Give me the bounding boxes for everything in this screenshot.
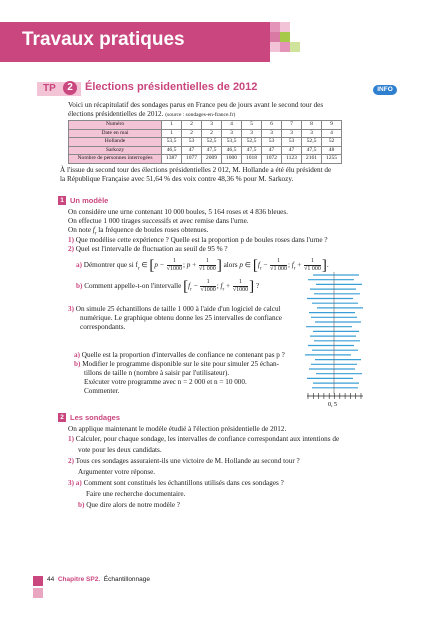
table-row [69,129,342,138]
table-cell: 1 [162,129,182,138]
table-cell: 53,5 [222,138,242,147]
s2-q3b [78,501,180,510]
table-cell: 3 [222,129,242,138]
table-cell: 52,5 [302,138,322,147]
table-cell: 5 [242,121,262,130]
s1-q2 [68,245,228,254]
table-cell: 1255 [322,155,342,164]
table-cell: 47 [282,146,302,155]
s1-q3a [74,351,285,360]
s1-q2-text: Quel est l'intervalle de fluctuation au seuil de 95 % ? [75,245,228,253]
s2-q3a [68,479,284,488]
row-header: Date en mai [69,129,162,138]
table-cell: 53,5 [162,138,182,147]
s1-q2a-num: a) [76,261,82,270]
table-cell: 3 [242,129,262,138]
s1-q3-l1 [68,305,281,314]
section-1-number: 1 [58,196,66,205]
s1-q2a: a) Démontrer que si $f_r$ ∈ [p − $\frac{1}{√1000}$ ; p + $\frac{1}{√1 000}$ ] alors p ∈ [$f_r$ − $\frac{1}{√1 000}$ ; $f_r$ + $\frac{1}{√1 000}$ ]. [76,257,329,274]
s2-q3-num: 3) [68,479,74,487]
table-cell: 1123 [282,155,302,164]
chapter-title: Échantillonnage [103,576,151,583]
chapter-label: Chapitre SP2. [57,576,101,583]
tp-label: TP [43,83,56,94]
s1-q2b-num: b) [76,282,83,291]
s1-q3b-num: b) [74,360,81,368]
table-cell: 2 [202,129,222,138]
table-cell: 1077 [182,155,202,164]
row-header: Nombre de personnes interrogées [69,155,162,164]
s1-q3-l1-text: On simule 25 échantillons de taille 1 000 à l'aide d'un logiciel de calcul [75,305,281,313]
table-cell: 1 [162,121,182,130]
table-cell: 52 [322,138,342,147]
s2-q3a-l2: Faire une recherche documentaire. [86,490,186,498]
table-cell: 6 [262,121,282,130]
table-cell: 46,5 [222,146,242,155]
table-cell: 47,5 [242,146,262,155]
table-cell: 9 [322,121,342,130]
footer-accent-box [33,576,43,586]
s1-q3-num: 3) [68,305,74,313]
s2-q3a-num: a) [75,479,82,487]
table-cell: 4 [222,121,242,130]
table-cell: 52,5 [202,138,222,147]
page-footer [47,576,150,583]
section-2-number: 2 [58,413,66,422]
s2-q2-num: 2) [68,457,74,465]
table-cell: 7 [282,121,302,130]
s2-q3b-num: b) [78,501,85,509]
s1-q1-text: Que modélise cette expérience ? Quelle est la proportion p de boules roses dans l'urne ? [75,236,328,244]
s1-p2: On effectue 1 000 tirages successifs et avec remise dans l'urne. [68,217,249,225]
s1-q3a-text: Quelle est la proportion d'intervalles de confiance ne contenant pas p ? [81,351,285,359]
table-cell: 1000 [222,155,242,164]
s1-q3b-l1-text: Modifier le programme disponible sur le site pour simuler 25 échan- [82,360,280,368]
table-cell: 53 [262,138,282,147]
table-cell: 53 [182,138,202,147]
s1-p3-a: On note [68,226,93,234]
row-header: Numéro [69,121,162,130]
table-cell: 52,5 [242,138,262,147]
page-number: 44 [47,576,55,583]
section-1-title: Un modèle [70,196,109,205]
poll-table [68,120,342,164]
s1-q3b-l4: Commenter. [84,387,120,395]
s2-q1-l1-text: Calculer, pour chaque sondage, les intervalles de confiance correspondant aux intentions de [75,435,340,443]
s2-q2-l1 [68,457,300,466]
table-cell: 46,5 [162,146,182,155]
s2-q2-l1-text: Tous ces sondages assuraient-ils une victoire de M. Hollande au second tour ? [75,457,300,465]
axis-label: 0, 5 [328,402,337,408]
intro-line-1: Voici un récapitulatif des sondages parus en France peu de jours avant le second tour des [68,101,324,109]
intro-source: (source : sondages-en-france.fr) [165,112,236,118]
info-badge[interactable]: INFO [373,85,397,95]
table-cell: 1018 [242,155,262,164]
s2-q3a-text: Comment sont constitués les échantillons utilisés dans ces sondages ? [83,479,284,487]
table-cell: 8 [302,121,322,130]
s1-p3-b: la fréquence de boules roses obtenues. [96,226,209,234]
confidence-intervals-figure [305,272,365,412]
s1-q3b-l3: Exécuter votre programme avec n = 2 000 et n = 10 000. [84,378,247,386]
table-cell: 48 [322,146,342,155]
s1-p1: On considère une urne contenant 10 000 boules, 5 164 roses et 4 836 bleues. [68,208,288,216]
s1-q2a-text: Démontrer que si f [83,261,138,270]
table-cell: 4 [322,129,342,138]
table-cell: 2161 [302,155,322,164]
s2-q3b-text: Que dire alors de notre modèle ? [86,501,181,509]
table-cell: 3 [262,129,282,138]
table-cell: 1072 [262,155,282,164]
row-header: Sarkozy [69,146,162,155]
s1-p3-sub: r [94,231,97,237]
section-2-title: Les sondages [70,413,121,422]
table-cell: 47 [262,146,282,155]
table-cell: 53 [282,138,302,147]
row-header: Hollande [69,138,162,147]
table-cell: 2 [182,129,202,138]
s1-q3b-l1 [74,360,279,369]
table-cell: 2 [182,121,202,130]
table-cell: 47 [182,146,202,155]
s2-p1: On applique maintenant le modèle étudié à l'élection présidentielle de 2012. [68,425,287,433]
s1-q2-num: 2) [68,245,74,253]
chapter-banner [0,22,270,62]
table-cell: 1387 [162,155,182,164]
s1-q2b-text: Comment appelle-t-on l'intervalle [84,282,182,291]
s1-q3a-num: a) [74,351,80,359]
table-row [69,121,342,130]
s1-p3-var: f [92,226,95,234]
tp-number: 2 [63,81,77,95]
tp-title: Élections présidentielles de 2012 [85,81,258,93]
table-cell: 3 [282,129,302,138]
result-line-2: la République Française avec 51,64 % des voix contre 48,36 % pour M. Sarkozy. [60,175,294,183]
s1-q1-num: 1) [68,236,74,244]
table-cell: 3 [202,121,222,130]
table-row [69,155,342,164]
table-row [69,138,342,147]
table-row [69,146,342,155]
table-cell: 47,5 [202,146,222,155]
s1-q1 [68,236,328,245]
table-cell: 2009 [202,155,222,164]
table-cell: 47,5 [302,146,322,155]
footer-accent-box-2 [33,588,43,598]
s1-q3-l2: numérique. Le graphique obtenu donne les 25 intervalles de confiance [80,314,282,322]
s1-q3b-l2: tillons de taille n (nombre à saisir par l'utilisateur). [84,369,230,377]
s2-q1-l2: vote pour les deux candidats. [78,446,162,454]
banner-title: Travaux pratiques [22,29,185,50]
s2-q1-l1 [68,435,339,444]
intro-line-2-text: élections présidentielles de 2012. [68,110,164,118]
s1-q3-l3: correspondants. [80,323,126,331]
s2-q1-num: 1) [68,435,74,443]
s1-q2b: b) Comment appelle-t-on l'intervalle [$f_r$ − $\frac{1}{√1000}$ ; $f_r$ + $\frac{1}{√1000}$ ] ? [76,278,260,295]
table-cell: 3 [302,129,322,138]
result-line-1: À l'issue du second tour des élections présidentielles 2 012, M. Hollande a été élu président de [60,166,332,174]
intro-line-2 [68,110,235,120]
s2-q2-l2: Argumenter votre réponse. [78,468,156,476]
